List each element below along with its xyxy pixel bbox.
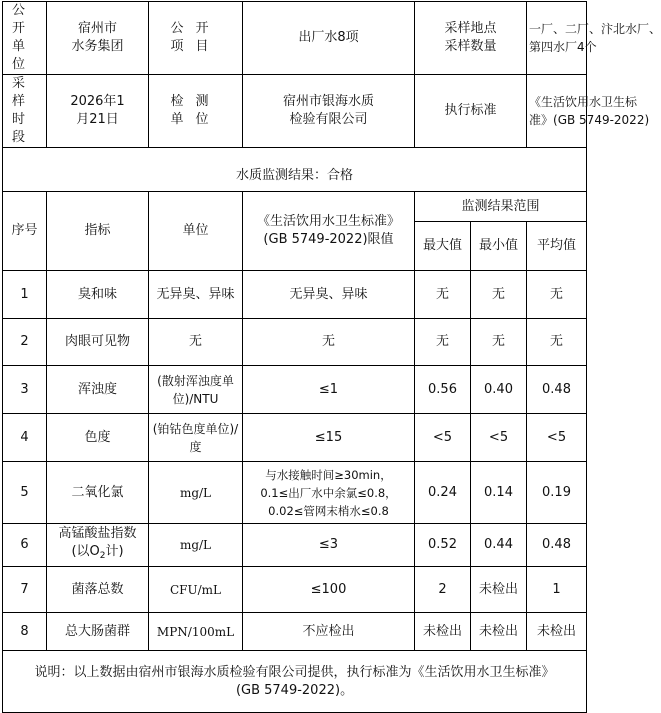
- row-min: 未检出: [471, 613, 527, 651]
- row-avg: 0.19: [527, 462, 587, 524]
- row-unit: 无: [149, 319, 243, 366]
- col-avg: 平均值: [527, 222, 587, 271]
- row-max: 无: [415, 319, 471, 366]
- row-no: 4: [3, 414, 47, 462]
- col-unit: 单位: [149, 192, 243, 271]
- header-row-1: [3, 2, 587, 75]
- table-row: [3, 613, 587, 651]
- row-limit: 无: [243, 319, 415, 366]
- row-max: 未检出: [415, 613, 471, 651]
- note-row: [3, 651, 587, 713]
- row-indicator: 臭和味: [47, 271, 149, 319]
- inspect-value: 宿州市银海水质 检验有限公司: [243, 75, 415, 148]
- period-label: 采样 时段: [3, 75, 47, 148]
- row-avg: <5: [527, 414, 587, 462]
- row-avg: 无: [527, 271, 587, 319]
- row-max: 0.56: [415, 366, 471, 414]
- row-no: 8: [3, 613, 47, 651]
- standard-value: 《生活饮用水卫生标 准》(GB 5749-2022): [527, 75, 587, 148]
- note-text: 说明：以上数据由宿州市银海水质检验有限公司提供，执行标准为《生活饮用水卫生标准》 (GB 5749-2022)。: [3, 651, 587, 713]
- table-row: [3, 366, 587, 414]
- row-limit: ≤15: [243, 414, 415, 462]
- col-range: 监测结果范围: [415, 192, 587, 222]
- project-value: 出厂水8项: [243, 2, 415, 75]
- row-no: 3: [3, 366, 47, 414]
- result-row: [3, 161, 587, 192]
- row-no: 6: [3, 524, 47, 567]
- row-limit: ≤1: [243, 366, 415, 414]
- table-row: [3, 524, 587, 567]
- row-unit: 无异臭、异味: [149, 271, 243, 319]
- col-max: 最大值: [415, 222, 471, 271]
- col-limit: 《生活饮用水卫生标准》 (GB 5749-2022)限值: [243, 192, 415, 271]
- row-indicator: 高锰酸盐指数 (以$O_2$计): [47, 524, 149, 567]
- standard-label: 执行标准: [415, 75, 527, 148]
- row-indicator: 菌落总数: [47, 567, 149, 613]
- table-row: [3, 567, 587, 613]
- row-max: 0.52: [415, 524, 471, 567]
- row-avg: 0.48: [527, 366, 587, 414]
- row-min: 未检出: [471, 567, 527, 613]
- row-max: 2: [415, 567, 471, 613]
- row-unit: (铂钴色度单位)/度: [149, 414, 243, 462]
- col-seq: 序号: [3, 192, 47, 271]
- col-indicator: 指标: [47, 192, 149, 271]
- row-avg: 0.48: [527, 524, 587, 567]
- project-label: 公开 项目: [149, 2, 243, 75]
- row-min: 无: [471, 319, 527, 366]
- result-line: 水质监测结果：合格: [3, 161, 587, 192]
- row-indicator: 二氧化氯: [47, 462, 149, 524]
- row-indicator: 总大肠菌群: [47, 613, 149, 651]
- header-row-2: [3, 75, 587, 148]
- row-min: 0.40: [471, 366, 527, 414]
- row-limit: 与水接触时间≥30min， 0.1≤出厂水中余氯≤0.8， 0.02≤管网末梢水≤0.8: [243, 462, 415, 524]
- inspect-label: 检测 单位: [149, 75, 243, 148]
- period-value: 2026年1 月21日: [47, 75, 149, 148]
- row-min: 无: [471, 271, 527, 319]
- row-unit: CFU/mL: [149, 567, 243, 613]
- row-avg: 无: [527, 319, 587, 366]
- site-label: 采样地点 采样数量: [415, 2, 527, 75]
- row-max: 0.24: [415, 462, 471, 524]
- row-no: 7: [3, 567, 47, 613]
- table-row: [3, 319, 587, 366]
- col-min: 最小值: [471, 222, 527, 271]
- table-row: [3, 462, 587, 524]
- row-indicator: 色度: [47, 414, 149, 462]
- row-min: <5: [471, 414, 527, 462]
- org-value: 宿州市 水务集团: [47, 2, 149, 75]
- site-value: 一厂、二厂、汴北水厂、 第四水厂4个: [527, 2, 587, 75]
- spacer-row: [3, 148, 587, 161]
- row-limit: ≤3: [243, 524, 415, 567]
- row-min: 0.14: [471, 462, 527, 524]
- column-header-row-1: [3, 192, 587, 222]
- table-row: [3, 271, 587, 319]
- org-label: 公开 单位: [3, 2, 47, 75]
- row-limit: 无异臭、异味: [243, 271, 415, 319]
- row-max: 无: [415, 271, 471, 319]
- row-indicator: 肉眼可见物: [47, 319, 149, 366]
- water-quality-table: [2, 1, 661, 713]
- table-row: [3, 414, 587, 462]
- row-limit: 不应检出: [243, 613, 415, 651]
- row-indicator: 浑浊度: [47, 366, 149, 414]
- row-unit: MPN/100mL: [149, 613, 243, 651]
- row-min: 0.44: [471, 524, 527, 567]
- row-unit: mg/L: [149, 462, 243, 524]
- row-unit: (散射浑浊度单位)/NTU: [149, 366, 243, 414]
- row-max: <5: [415, 414, 471, 462]
- row-avg: 1: [527, 567, 587, 613]
- row-no: 1: [3, 271, 47, 319]
- row-avg: 未检出: [527, 613, 587, 651]
- row-no: 2: [3, 319, 47, 366]
- row-limit: ≤100: [243, 567, 415, 613]
- row-unit: mg/L: [149, 524, 243, 567]
- row-no: 5: [3, 462, 47, 524]
- spacer-cell: [3, 148, 587, 161]
